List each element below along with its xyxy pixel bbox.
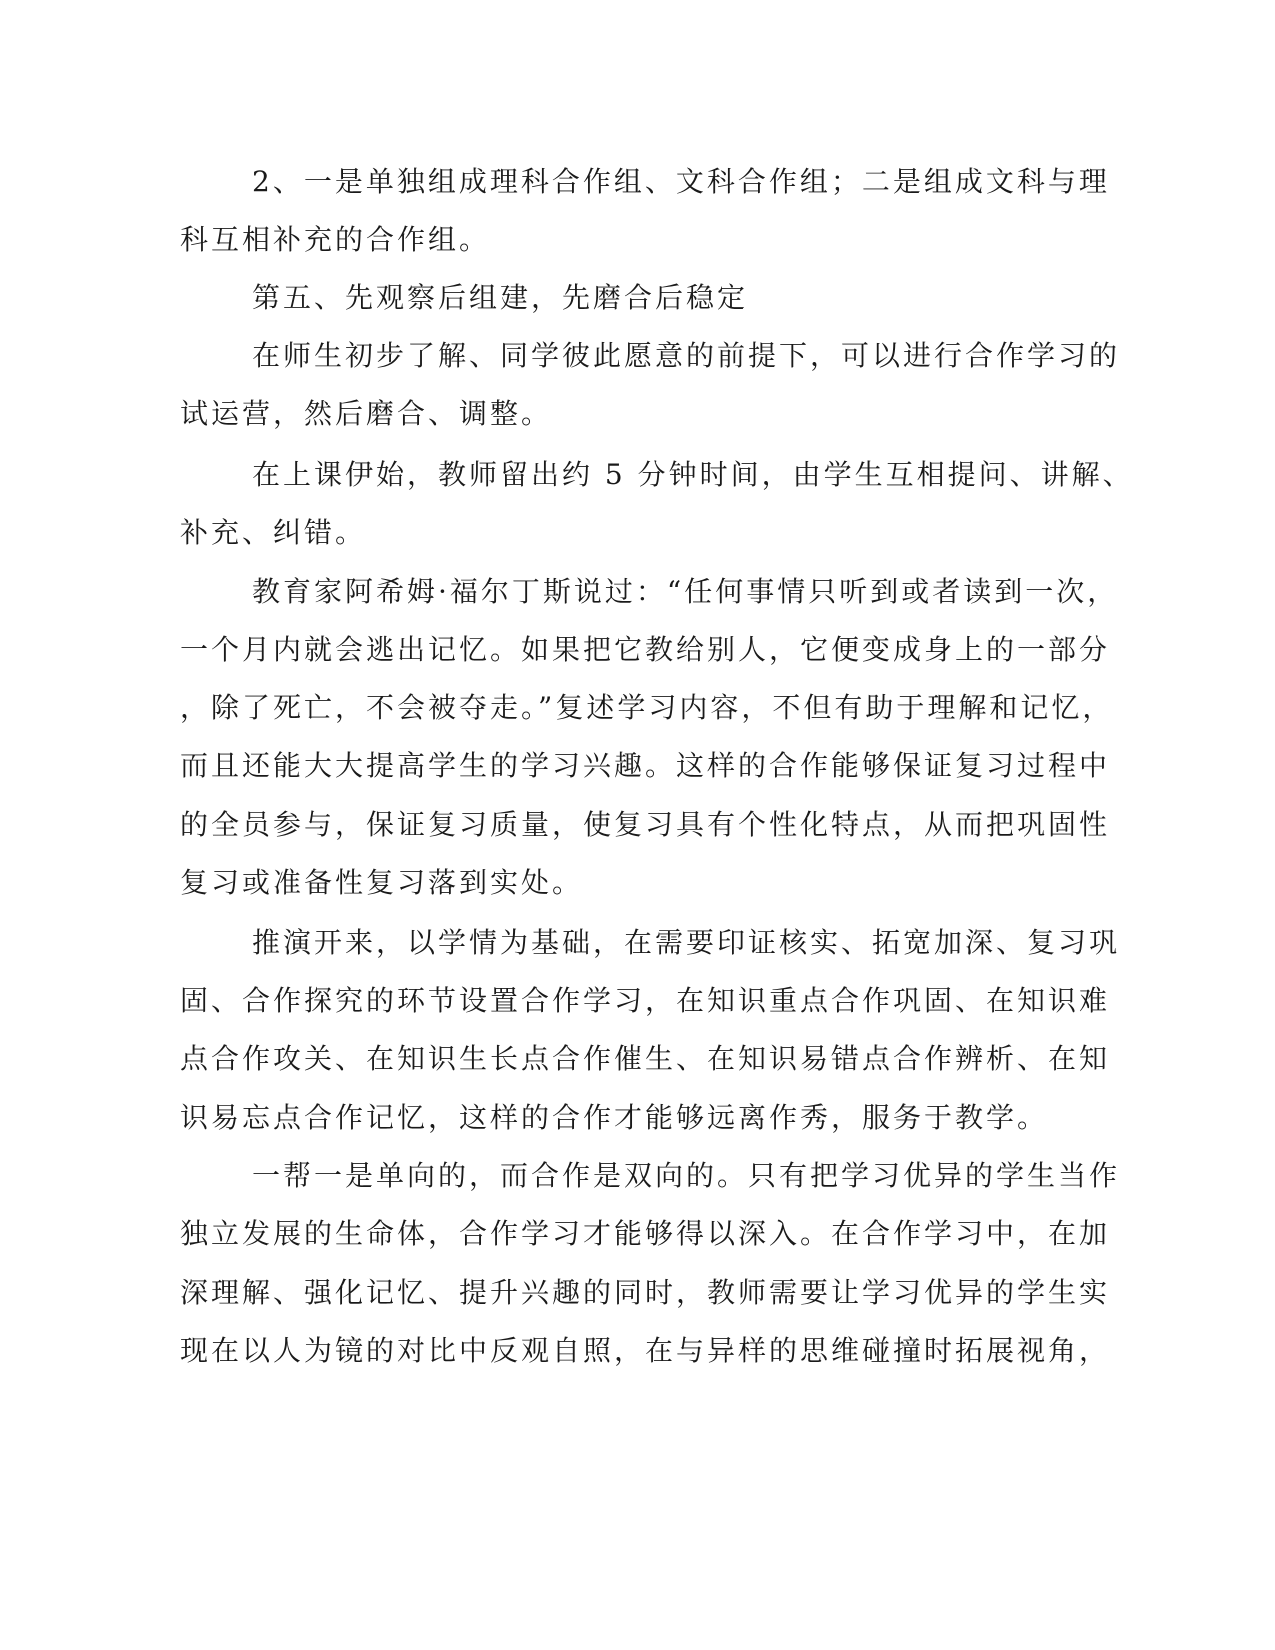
text-line: 的全员参与，保证复习质量，使复习具有个性化特点，从而把巩固性 <box>180 808 1111 841</box>
text-line: 识易忘点合作记忆，这样的合作才能够远离作秀，服务于教学。 <box>180 1101 1049 1134</box>
text-line: 而且还能大大提高学生的学习兴趣。这样的合作能够保证复习过程中 <box>180 749 1111 782</box>
text-line: 补充、纠错。 <box>180 516 367 549</box>
text-line: 复习或准备性复习落到实处。 <box>180 866 584 899</box>
text-line: 试运营，然后磨合、调整。 <box>180 397 553 430</box>
text-line: 科互相补充的合作组。 <box>180 223 491 256</box>
text-line: 一个月内就会逃出记忆。如果把它教给别人，它便变成身上的一部分 <box>180 633 1111 666</box>
text-line: 点合作攻关、在知识生长点合作催生、在知识易错点合作辨析、在知 <box>180 1042 1111 1075</box>
text-line: 2、一是单独组成理科合作组、文科合作组；二是组成文科与理 <box>252 165 1110 198</box>
text-line: 在上课伊始，教师留出约 5 分钟时间，由学生互相提问、讲解、 <box>252 458 1134 491</box>
text-line: 推演开来，以学情为基础，在需要印证核实、拓宽加深、复习巩 <box>252 926 1121 959</box>
text-line: 现在以人为镜的对比中反观自照，在与异样的思维碰撞时拓展视角， <box>180 1334 1111 1367</box>
text-line: ，除了死亡，不会被夺走。”复述学习内容，不但有助于理解和记忆， <box>180 691 1114 724</box>
text-line: 独立发展的生命体，合作学习才能够得以深入。在合作学习中，在加 <box>180 1217 1111 1250</box>
text-line: 在师生初步了解、同学彼此愿意的前提下，可以进行合作学习的 <box>252 339 1121 372</box>
text-line: 教育家阿希姆·福尔丁斯说过：“任何事情只听到或者读到一次， <box>252 575 1119 608</box>
section-heading: 第五、先观察后组建，先磨合后稳定 <box>252 281 749 314</box>
text-line: 固、合作探究的环节设置合作学习，在知识重点合作巩固、在知识难 <box>180 984 1111 1017</box>
text-line: 深理解、强化记忆、提升兴趣的同时，教师需要让学习优异的学生实 <box>180 1276 1111 1309</box>
text-line: 一帮一是单向的，而合作是双向的。只有把学习优异的学生当作 <box>252 1159 1121 1192</box>
